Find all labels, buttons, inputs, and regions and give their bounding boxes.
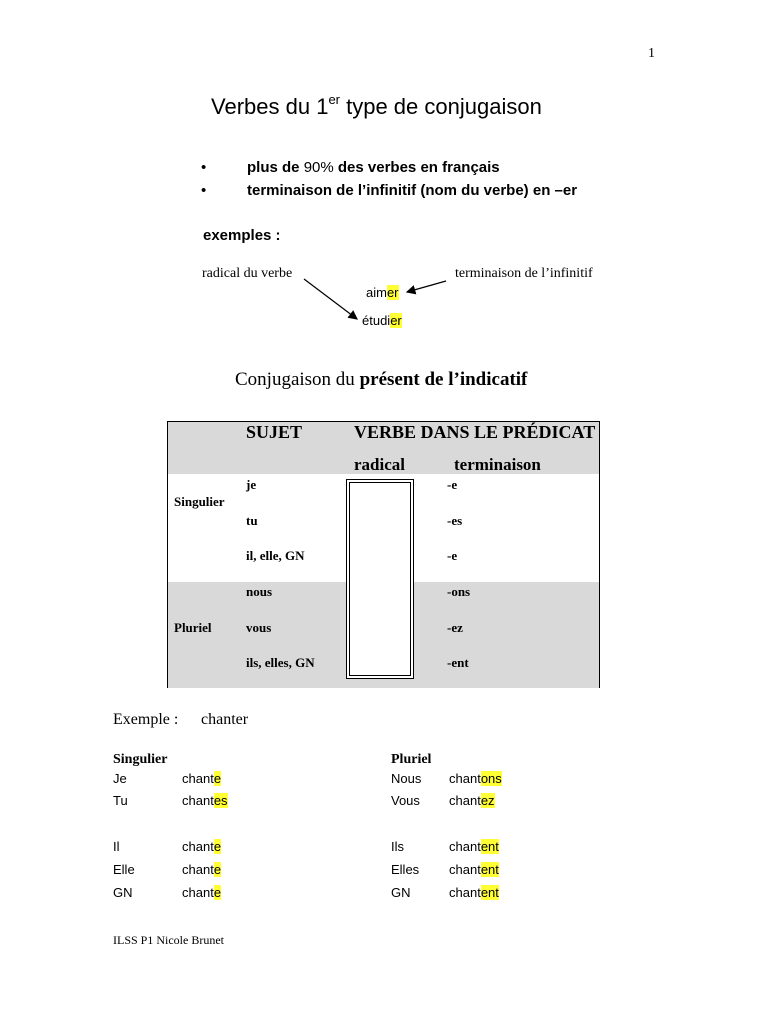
verb-stem: chant: [182, 839, 214, 854]
pronoun: Ils: [391, 839, 404, 854]
title-text: Verbes du 1: [211, 94, 329, 119]
conjugation-table: [167, 421, 600, 688]
conjugated-verb: [449, 839, 499, 854]
title-text-end: type de conjugaison: [340, 94, 542, 119]
radical-box: [346, 479, 414, 679]
word-stem: étudi: [362, 313, 391, 328]
conjugated-verb: [449, 862, 499, 877]
conjugated-verb: [182, 839, 221, 854]
terminaison-label: terminaison de l’infinitif: [455, 266, 593, 281]
heading-text: Conjugaison du: [235, 369, 360, 390]
conjugated-verb: [449, 771, 502, 786]
verb-ending: ent: [480, 885, 499, 900]
verb-stem: chant: [182, 862, 214, 877]
table-subject: ils, elles, GN: [246, 655, 315, 670]
conjugation-heading: [235, 369, 527, 391]
word-ending: er: [386, 285, 399, 300]
column-heading-pluriel: Pluriel: [391, 752, 432, 767]
verb-stem: chant: [449, 793, 481, 808]
conjugated-verb: [182, 885, 221, 900]
verb-ending: e: [213, 839, 222, 854]
group-label-singulier: Singulier: [174, 494, 225, 509]
pronoun: GN: [391, 885, 411, 900]
table-ending: -ez: [447, 620, 463, 635]
verb-stem: chant: [449, 862, 481, 877]
radical-label: radical du verbe: [202, 266, 293, 281]
verb-ending: e: [213, 862, 222, 877]
header-terminaison: terminaison: [454, 455, 541, 474]
pronoun: Je: [113, 771, 127, 786]
example-verb: chanter: [201, 711, 249, 728]
table-subject: nous: [246, 584, 273, 599]
bullet-text: –er: [554, 182, 578, 199]
pronoun: Nous: [391, 771, 422, 786]
header-verbe: VERBE DANS LE PRÉDICAT: [354, 422, 596, 442]
pronoun: Elles: [391, 862, 420, 877]
table-ending: -e: [447, 477, 458, 492]
bullet-text: 90%: [303, 159, 334, 176]
conjugated-verb: [182, 862, 221, 877]
bullet-text: plus de: [247, 159, 304, 176]
bullet-text: terminaison de l’infinitif (nom du verbe) en: [247, 182, 555, 199]
verb-ending: e: [213, 885, 222, 900]
header-radical: radical: [354, 455, 405, 474]
verb-ending: es: [213, 793, 228, 808]
table-ending: -ons: [447, 584, 471, 599]
group-label-pluriel: Pluriel: [174, 620, 212, 635]
verb-ending: ent: [480, 862, 499, 877]
bullet-dot-icon: •: [201, 159, 207, 176]
bullet-dot-icon: •: [201, 182, 207, 199]
verb-ending: ez: [480, 793, 495, 808]
column-heading-singulier: Singulier: [113, 752, 168, 767]
verb-stem: chant: [449, 839, 481, 854]
title-superscript: er: [328, 92, 340, 107]
page-number: 1: [648, 46, 655, 61]
pronoun: Tu: [113, 793, 128, 808]
table-ending: -ent: [447, 655, 469, 670]
example-arrows: [0, 0, 768, 340]
verb-stem: chant: [182, 885, 214, 900]
examples-heading: exemples :: [203, 227, 281, 244]
pronoun: Elle: [113, 862, 135, 877]
table-ending: -e: [447, 548, 458, 563]
arrow-to-aimer: [407, 281, 446, 292]
pronoun: GN: [113, 885, 133, 900]
verb-ending: e: [213, 771, 222, 786]
table-subject: je: [246, 477, 257, 492]
word-ending: er: [390, 313, 402, 328]
verb-stem: chant: [449, 771, 481, 786]
word-stem: aim: [366, 285, 387, 300]
heading-bold-text: présent de l’indicatif: [359, 369, 528, 390]
verb-stem: chant: [449, 885, 481, 900]
table-subject: tu: [246, 513, 258, 528]
header-sujet: SUJET: [246, 422, 303, 442]
table-ending: -es: [447, 513, 463, 528]
conjugated-verb: [449, 793, 495, 808]
conjugated-verb: [449, 885, 499, 900]
table-subject: il, elle, GN: [246, 548, 305, 563]
arrow-to-etudier: [304, 279, 357, 319]
bullet-text: des verbes en français: [333, 159, 500, 176]
verb-stem: chant: [182, 793, 214, 808]
footer: ILSS P1 Nicole Brunet: [113, 933, 224, 947]
verb-stem: chant: [182, 771, 214, 786]
verb-ending: ent: [480, 839, 499, 854]
pronoun: Vous: [391, 793, 420, 808]
example-label: Exemple :: [113, 711, 179, 728]
conjugated-verb: [182, 793, 228, 808]
table-subject: vous: [246, 620, 272, 635]
conjugated-verb: [182, 771, 221, 786]
verb-ending: ons: [480, 771, 502, 786]
pronoun: Il: [113, 839, 120, 854]
